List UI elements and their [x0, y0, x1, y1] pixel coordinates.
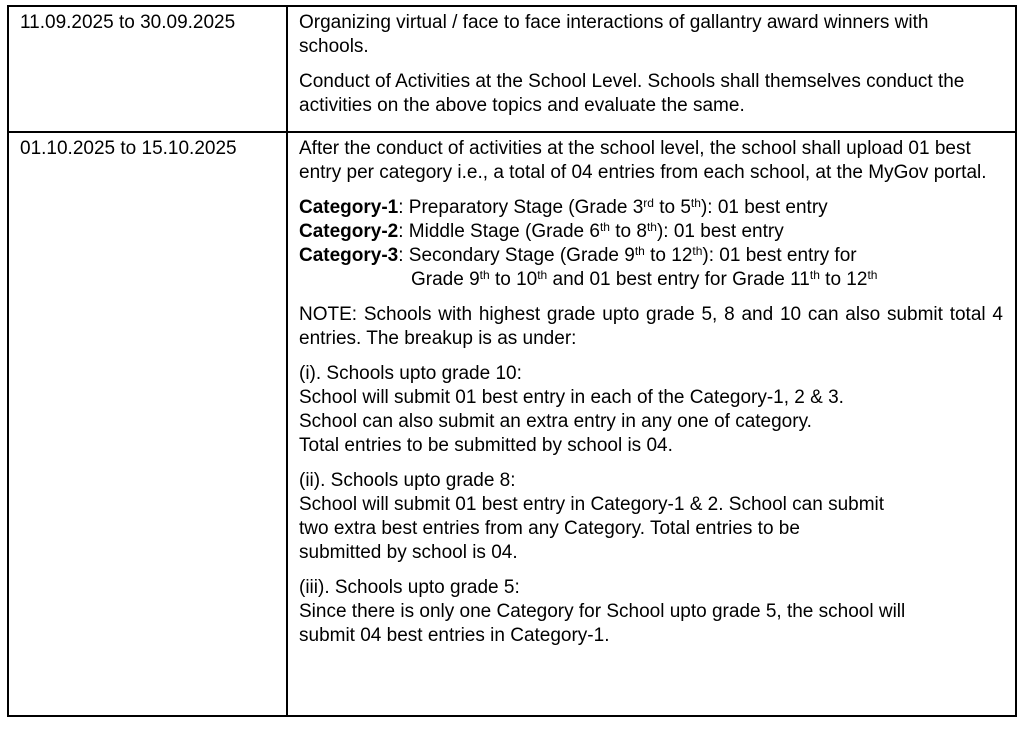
category-text: ): 01 best entry for	[702, 245, 857, 266]
category-list	[299, 196, 1003, 292]
category-text: to 10	[489, 269, 538, 290]
ordinal-suffix: th	[537, 268, 548, 282]
date-cell	[8, 6, 287, 132]
ordinal-suffix: th	[867, 268, 878, 282]
category-label: Category-1	[299, 197, 399, 218]
category-label: Category-3	[299, 245, 399, 266]
section-heading: (iii). Schools upto grade 5:	[299, 577, 520, 598]
category-line	[299, 196, 1003, 220]
breakup-section	[299, 576, 1003, 648]
category-text: to 8	[609, 221, 647, 242]
category-text: ): 01 best entry	[700, 197, 828, 218]
ordinal-suffix: th	[646, 220, 657, 234]
description-cell	[287, 132, 1016, 716]
table-row	[8, 6, 1016, 132]
section-line: submitted by school is 04.	[299, 542, 518, 563]
table-row	[8, 132, 1016, 716]
category-continuation	[299, 268, 1003, 292]
ordinal-suffix: th	[690, 196, 701, 210]
date-range: 11.09.2025 to 30.09.2025	[20, 12, 236, 33]
section-line: Total entries to be submitted by school is 04.	[299, 435, 673, 456]
category-text: and 01 best entry for Grade 11	[547, 269, 810, 290]
section-line: Since there is only one Category for School upto grade 5, the school will	[299, 601, 906, 622]
intro-paragraph: After the conduct of activities at the school level, the school shall upload 01 best entry per category i.e., a total of 04 entries from each school, at the MyGov portal.	[299, 138, 987, 183]
section-line: School can also submit an extra entry in any one of category.	[299, 411, 812, 432]
activity-paragraph: Organizing virtual / face to face interactions of gallantry award winners with schools.	[299, 12, 929, 57]
ordinal-suffix: th	[634, 244, 645, 258]
ordinal-suffix: th	[809, 268, 820, 282]
section-line: School will submit 01 best entry in each of the Category-1, 2 & 3.	[299, 387, 844, 408]
category-text: ): 01 best entry	[656, 221, 784, 242]
section-heading: (i). Schools upto grade 10:	[299, 363, 522, 384]
category-line	[299, 220, 1003, 244]
ordinal-suffix: th	[599, 220, 610, 234]
ordinal-suffix: th	[479, 268, 490, 282]
category-text: : Secondary Stage (Grade 9	[398, 245, 635, 266]
schedule-table	[7, 5, 1017, 717]
category-text: : Preparatory Stage (Grade 3	[398, 197, 644, 218]
category-text: to 12	[819, 269, 868, 290]
date-range: 01.10.2025 to 15.10.2025	[20, 138, 237, 159]
breakup-section	[299, 362, 1003, 458]
category-text: to 12	[644, 245, 693, 266]
section-heading: (ii). Schools upto grade 8:	[299, 470, 516, 491]
category-text: : Middle Stage (Grade 6	[398, 221, 600, 242]
activity-paragraph: Conduct of Activities at the School Level. Schools shall themselves conduct the activities on the above topics and evaluate the same.	[299, 71, 965, 116]
breakup-section	[299, 469, 1003, 565]
category-text: to 5	[653, 197, 691, 218]
section-line: two extra best entries from any Category. Total entries to be	[299, 518, 800, 539]
note-paragraph: NOTE: Schools with highest grade upto grade 5, 8 and 10 can also submit total 4 entries. The breakup is as under:	[299, 304, 1003, 349]
section-line: School will submit 01 best entry in Category-1 & 2. School can submit	[299, 494, 885, 515]
description-cell	[287, 6, 1016, 132]
date-cell	[8, 132, 287, 716]
category-text: Grade 9	[411, 269, 480, 290]
category-line	[299, 244, 1003, 268]
ordinal-suffix: th	[692, 244, 703, 258]
section-line: submit 04 best entries in Category-1.	[299, 625, 610, 646]
ordinal-suffix: rd	[643, 196, 654, 210]
category-label: Category-2	[299, 221, 399, 242]
